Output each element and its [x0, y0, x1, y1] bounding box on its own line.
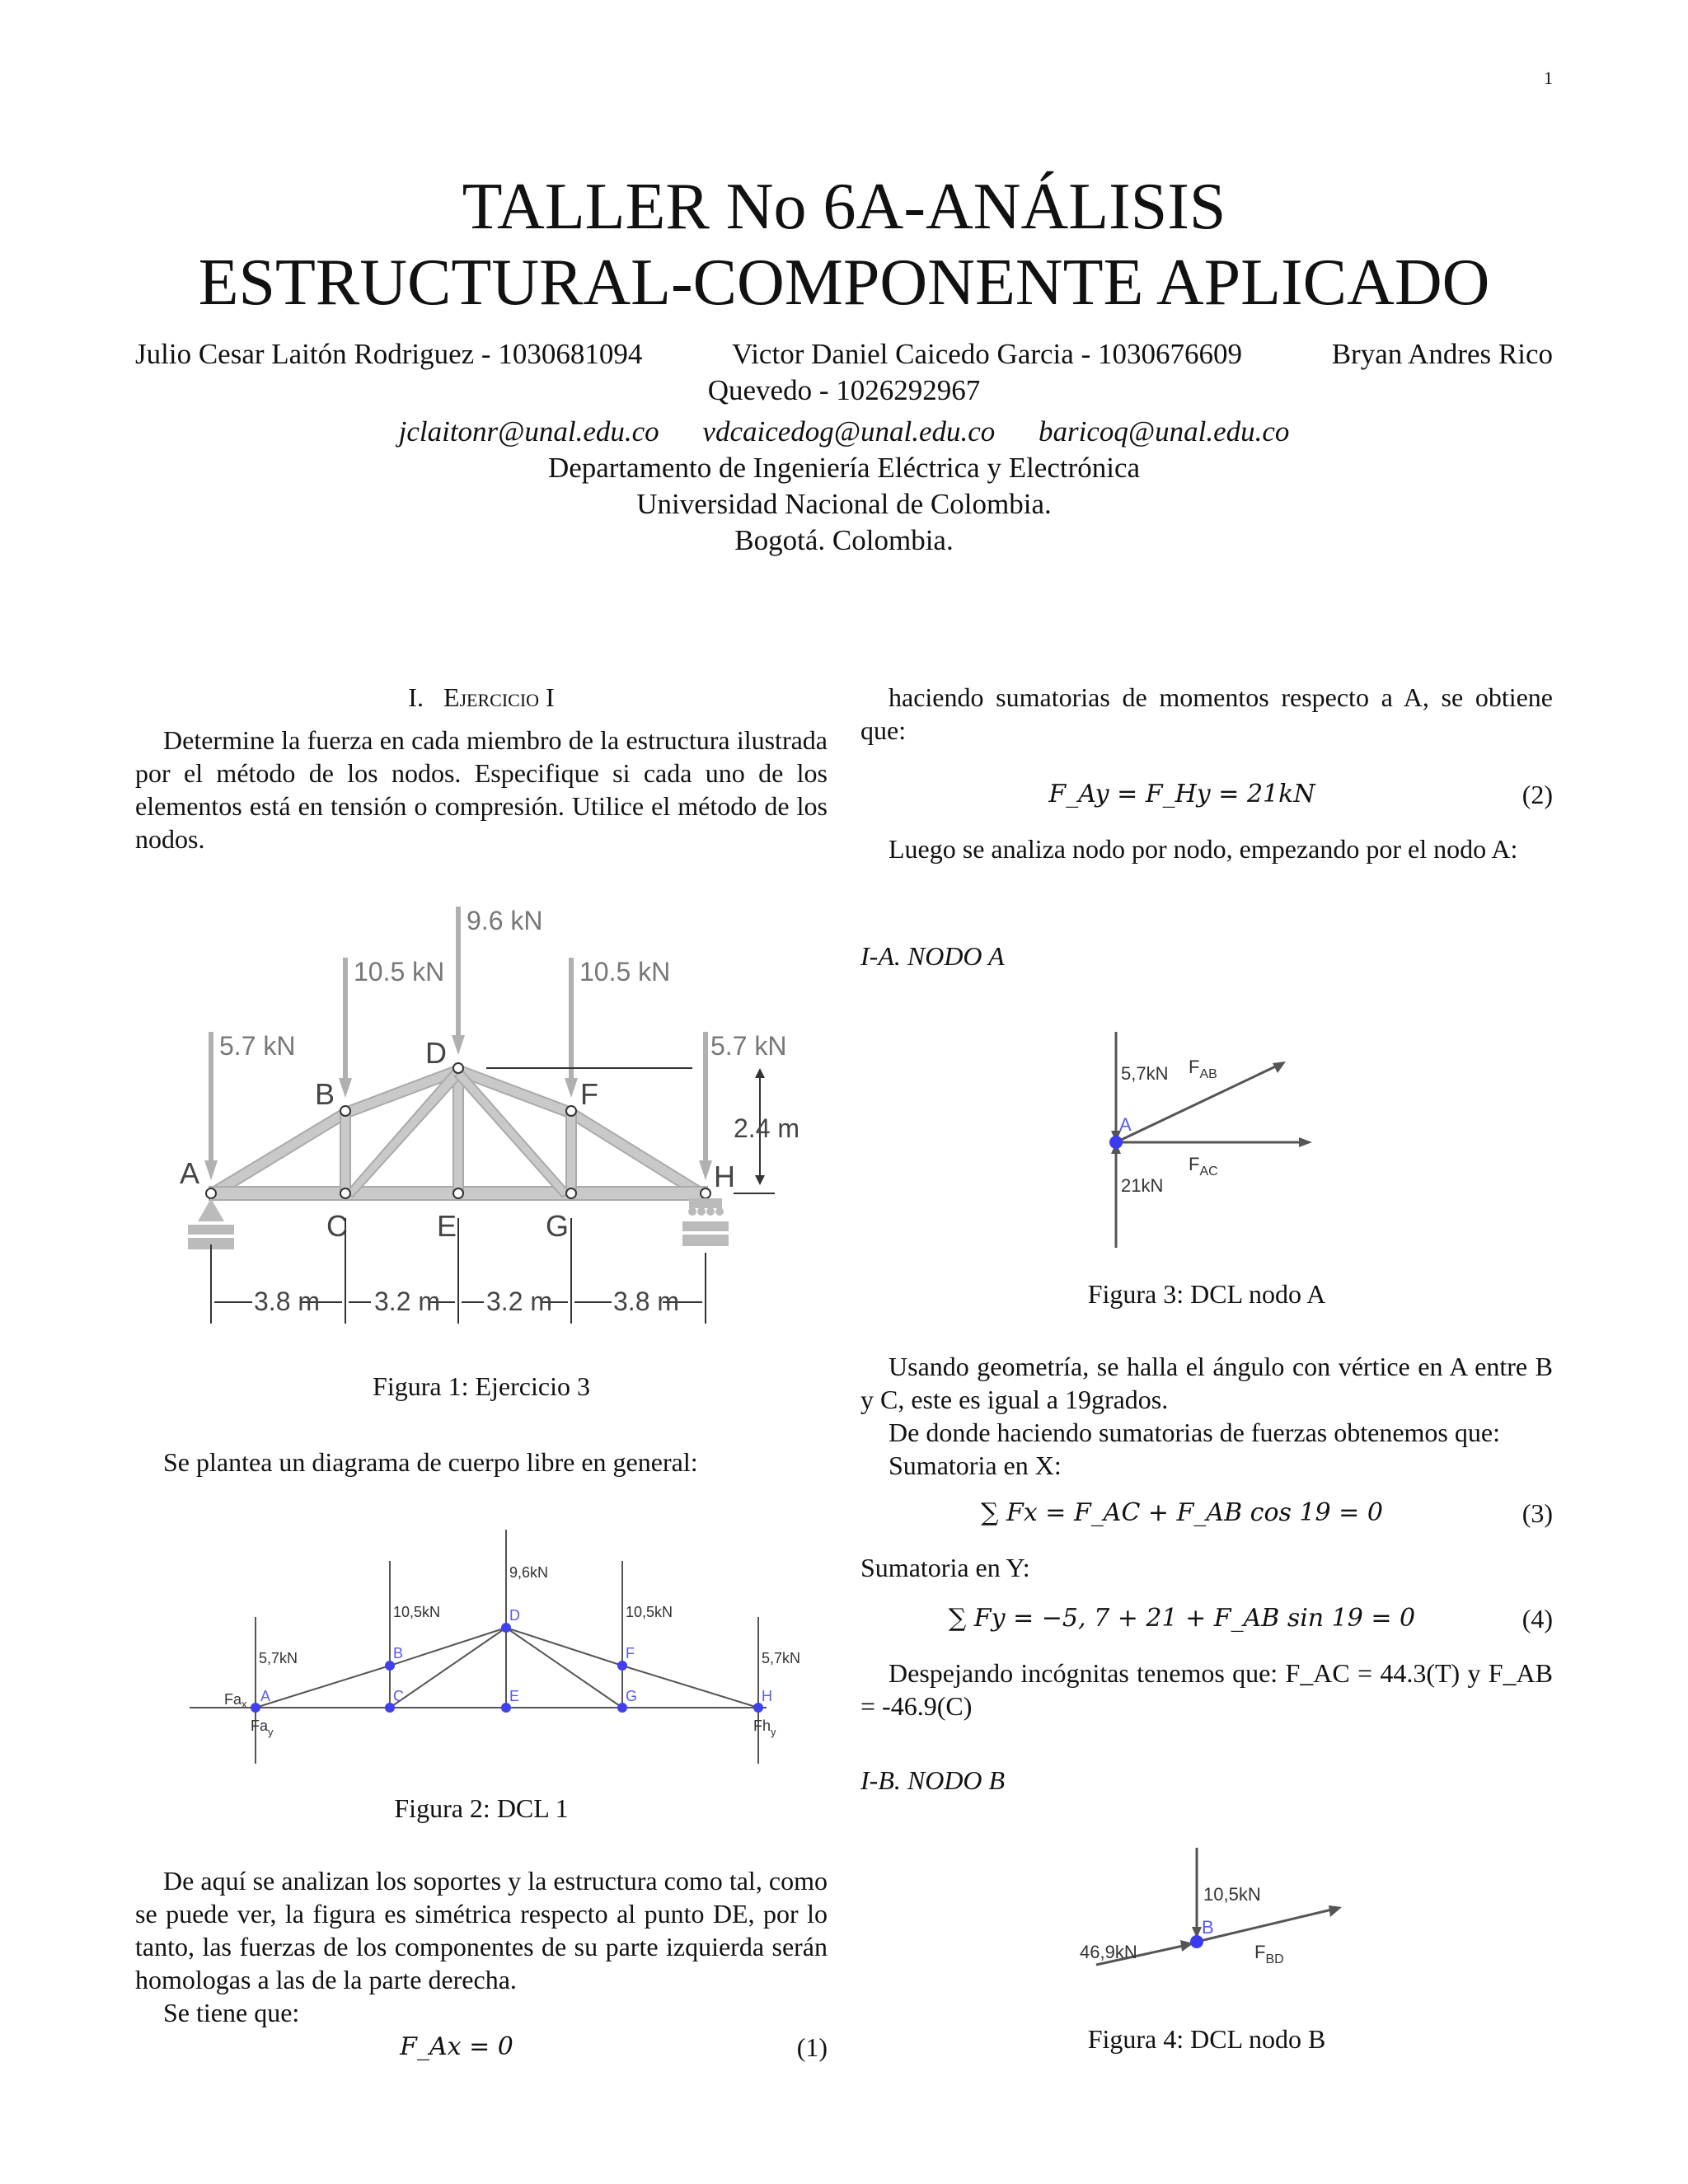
fbd-node-h: H [762, 1688, 772, 1704]
svg-text:Fay [251, 1718, 274, 1738]
height-label: 2.4 m [734, 1113, 800, 1143]
fbd-load-f: 10,5kN [626, 1604, 673, 1620]
moments-paragraph: haciendo sumatorias de momentos respecto a A, se obtiene que: [860, 682, 1553, 745]
load-a-label: 5.7 kN [219, 1031, 296, 1061]
equation-2-body: F_Ay = F_Hy = 21kN [1048, 780, 1315, 808]
department: Departamento de Ingeniería Eléctrica y Electrónica [547, 452, 1141, 484]
load-f-label: 10.5 kN [579, 957, 671, 987]
fbd-reaction-fhy: Fh [753, 1718, 771, 1734]
member-de [453, 1070, 463, 1193]
intro-paragraph: Determine la fuerza en cada miembro de la estructura ilustrada por el método de los nodos. Especifique si cada uno de los elementos está en tensión o compresión. Utilice el método de los nodos. [135, 725, 828, 854]
node-label-e: E [437, 1209, 457, 1243]
truss-figure [173, 898, 799, 1327]
email-list [115, 414, 1573, 450]
node-label-a: A [180, 1156, 200, 1190]
author-1: Julio Cesar Laitón Rodriguez - 1030681094 [135, 338, 643, 370]
paper-title [0, 169, 1688, 321]
fbd-node-a: A [260, 1688, 271, 1704]
node-label-f: F [580, 1077, 598, 1111]
node-intro: Luego se analiza nodo por nodo, empezando por el nodo A: [889, 834, 1518, 864]
fbd-reaction-fax: Fa [224, 1691, 242, 1708]
fbd-load-b: 10,5kN [393, 1604, 441, 1620]
node-a-fac-sub: AC [1199, 1165, 1218, 1179]
fbd-load-d: 9,6kN [509, 1564, 549, 1581]
equation-4-body: ∑ Fy = −5, 7 + 21 + F_AB sin 19 = 0 [948, 1604, 1416, 1633]
email-1[interactable]: jclaitonr@unal.edu.co [398, 415, 659, 448]
node-label-c: C [326, 1209, 348, 1243]
sum-intro: De donde haciendo sumatorias de fuerzas obtenemos que: [889, 1418, 1500, 1447]
node-f [566, 1106, 576, 1116]
sum-y-label: Sumatoria en Y: [860, 1553, 1030, 1582]
section-number: I. [408, 682, 424, 712]
node-label-d: D [425, 1036, 447, 1070]
node-e [453, 1188, 463, 1198]
node-b-fbd: F [1254, 1942, 1266, 1962]
load-b-label: 10.5 kN [354, 957, 445, 987]
svg-text:Fhy [753, 1718, 776, 1738]
dcl-intro: Se plantea un diagrama de cuerpo libre en general: [163, 1447, 698, 1477]
svg-text:FAC [1189, 1154, 1218, 1179]
author-list [135, 336, 1553, 409]
equation-1-body: F_Ax = 0 [400, 2032, 513, 2061]
equation-3-number: (3) [1522, 1498, 1553, 1528]
node-a-fab-sub: AB [1199, 1067, 1217, 1081]
fbd-node-g: G [626, 1688, 638, 1704]
equation-4 [860, 1604, 1553, 1634]
equation-4-number: (4) [1522, 1604, 1553, 1633]
se-tiene-text: Se tiene que: [163, 1998, 300, 2027]
node-a-label: A [1119, 1114, 1132, 1135]
node-a-fac: F [1189, 1154, 1200, 1174]
fbd-node-e: E [509, 1688, 520, 1704]
node-a-fab: F [1189, 1057, 1200, 1077]
node-g [566, 1188, 576, 1198]
affiliation [115, 450, 1573, 559]
geometry-paragraph: Usando geometría, se halla el ángulo con vértice en A entre B y C, este es igual a 19grados. [860, 1352, 1553, 1414]
figure-3-caption: Figura 3: DCL nodo A [1087, 1279, 1326, 1309]
author-3-cont: Quevedo - 1026292967 [707, 374, 981, 406]
subsection-node-b: I-B. NODO B [860, 1765, 1006, 1795]
node-b-fbd-sub: BD [1265, 1952, 1284, 1966]
span-label-1: 3.8 m [254, 1286, 321, 1316]
title-line-1: TALLER No 6A-ANÁLISIS [462, 171, 1226, 243]
node-a [206, 1188, 216, 1198]
node-label-b: B [315, 1077, 335, 1111]
roller-support [689, 1198, 722, 1208]
member-fg [566, 1113, 576, 1193]
analysis-paragraph: De aquí se analizan los soportes y la estructura como tal, como se puede ver, la figura es simétrica respecto al punto DE, por lo tanto, las fuerzas de los componentes de su parte izquierda serán homologas a las de la parte derecha. [135, 1866, 828, 1994]
university: Universidad Nacional de Colombia. [636, 488, 1052, 520]
node-a-reaction: 21kN [1121, 1175, 1164, 1196]
sum-x-label: Sumatoria en X: [889, 1451, 1062, 1480]
fbd-node-c: C [393, 1688, 404, 1704]
page-number: 1 [1544, 68, 1553, 88]
pin-support [198, 1198, 224, 1221]
email-3[interactable]: baricoq@unal.edu.co [1039, 415, 1290, 448]
svg-text:FAB [1189, 1057, 1217, 1081]
result-paragraph: Despejando incógnitas tenemos que: F_AC = 44.3(T) y F_AB = -46.9(C) [860, 1658, 1553, 1721]
node-c [340, 1188, 350, 1198]
subsection-node-a: I-A. NODO A [860, 941, 1005, 971]
title-line-2: ESTRUCTURAL-COMPONENTE APLICADO [198, 246, 1490, 319]
section-title: Ejercicio I [443, 682, 555, 712]
node-b-diagram [1071, 1841, 1352, 1990]
section-heading [135, 681, 828, 714]
span-label-3: 3.2 m [486, 1286, 553, 1316]
fbd-reaction-fax-sub: x [241, 1698, 247, 1710]
fbd-reaction-fay: Fa [251, 1718, 269, 1734]
node-label-g: G [546, 1209, 570, 1243]
node-h [701, 1188, 710, 1198]
node-b [340, 1106, 350, 1116]
node-d [453, 1063, 463, 1073]
load-d-label: 9.6 kN [467, 906, 543, 935]
figure-1-caption: Figura 1: Ejercicio 3 [373, 1371, 590, 1401]
fbd-node-b: B [393, 1645, 404, 1661]
free-body-diagram [190, 1525, 801, 1764]
node-a-load: 5,7kN [1121, 1063, 1169, 1084]
fbd-load-a: 5,7kN [259, 1650, 298, 1666]
city: Bogotá. Colombia. [734, 524, 954, 556]
node-label-h: H [714, 1160, 735, 1193]
span-label-2: 3.2 m [374, 1286, 441, 1316]
member-bc [340, 1113, 350, 1193]
equation-1-number: (1) [796, 2032, 828, 2062]
equation-1 [135, 2032, 828, 2063]
fbd-node-f: F [626, 1645, 635, 1661]
equation-3 [860, 1498, 1553, 1529]
svg-text:FBD [1254, 1942, 1284, 1966]
span-label-4: 3.8 m [613, 1286, 680, 1316]
email-2[interactable]: vdcaicedog@unal.edu.co [702, 415, 996, 448]
figure-2-caption: Figura 2: DCL 1 [394, 1793, 569, 1823]
fbd-node-d: D [509, 1607, 520, 1624]
equation-2-number: (2) [1522, 780, 1553, 809]
load-h-label: 5.7 kN [710, 1031, 787, 1061]
node-b-label: B [1202, 1917, 1214, 1938]
fbd-reaction-fhy-sub: y [771, 1726, 776, 1738]
author-2: Victor Daniel Caicedo Garcia - 1030676609 [732, 338, 1242, 370]
equation-2 [860, 780, 1553, 810]
svg-text:Fax [224, 1691, 247, 1710]
node-a-diagram [1088, 1022, 1335, 1253]
equation-3-body: ∑ Fx = F_AC + F_AB cos 19 = 0 [981, 1498, 1383, 1527]
node-b-force: 46,9kN [1080, 1942, 1137, 1962]
fbd-reaction-fay-sub: y [268, 1726, 274, 1738]
figure-4-caption: Figura 4: DCL nodo B [1087, 2024, 1326, 2054]
author-3: Bryan Andres Rico [1331, 338, 1553, 370]
node-b-load: 10,5kN [1203, 1884, 1261, 1905]
fbd-load-h: 5,7kN [762, 1650, 801, 1666]
